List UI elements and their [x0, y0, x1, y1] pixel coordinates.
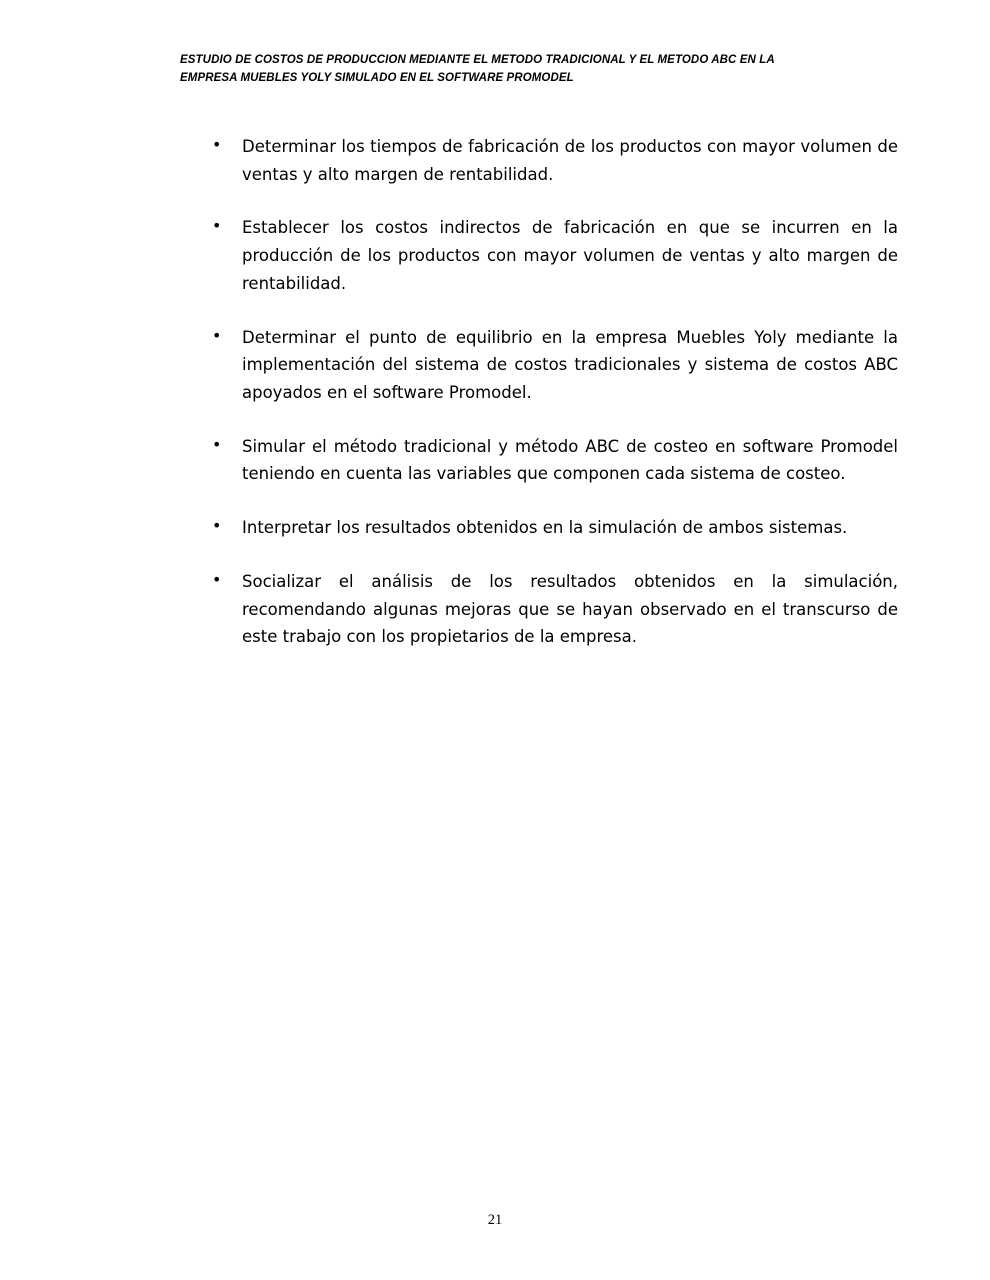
- bullet-icon: •: [212, 434, 222, 454]
- bullet-icon: •: [212, 516, 222, 536]
- list-item-text: Interpretar los resultados obtenidos en la simulación de ambos sistemas.: [242, 518, 848, 538]
- running-header-line-2: EMPRESA MUEBLES YOLY SIMULADO EN EL SOFTWARE PROMODEL: [180, 71, 574, 84]
- page-content: [206, 133, 898, 651]
- objectives-list: [206, 133, 898, 651]
- list-item: [206, 214, 898, 297]
- list-item-text: Determinar el punto de equilibrio en la empresa Muebles Yoly mediante la implementación del sistema de costos tradicionales y sistema de costos ABC apoyados en el software Promodel.: [242, 327, 898, 403]
- running-header: [180, 52, 880, 88]
- list-item-text: Determinar los tiempos de fabricación de los productos con mayor volumen de ventas y alto margen de rentabilidad.: [242, 137, 898, 184]
- list-item: [206, 568, 898, 651]
- bullet-icon: •: [212, 569, 222, 589]
- running-header-line-1: ESTUDIO DE COSTOS DE PRODUCCION MEDIANTE EL METODO TRADICIONAL Y EL METODO ABC EN LA: [180, 54, 775, 66]
- list-item-text: Socializar el análisis de los resultados obtenidos en la simulación, recomendando algunas mejoras que se hayan observado en el transcurso de este trabajo con los propietarios de la empresa.: [242, 571, 898, 647]
- bullet-icon: •: [212, 325, 222, 345]
- page-number: 21: [487, 1212, 503, 1228]
- list-item: [206, 433, 898, 488]
- list-item: [206, 514, 898, 542]
- bullet-icon: •: [212, 216, 222, 236]
- list-item: [206, 133, 898, 188]
- bullet-icon: •: [212, 135, 222, 154]
- list-item-text: Simular el método tradicional y método ABC de costeo en software Promodel teniendo en cuenta las variables que componen cada sistema de costeo.: [242, 436, 898, 484]
- list-item-text: Establecer los costos indirectos de fabricación en que se incurren en la producción de los productos con mayor volumen de ventas y alto margen de rentabilidad.: [242, 218, 898, 293]
- list-item: [206, 324, 898, 407]
